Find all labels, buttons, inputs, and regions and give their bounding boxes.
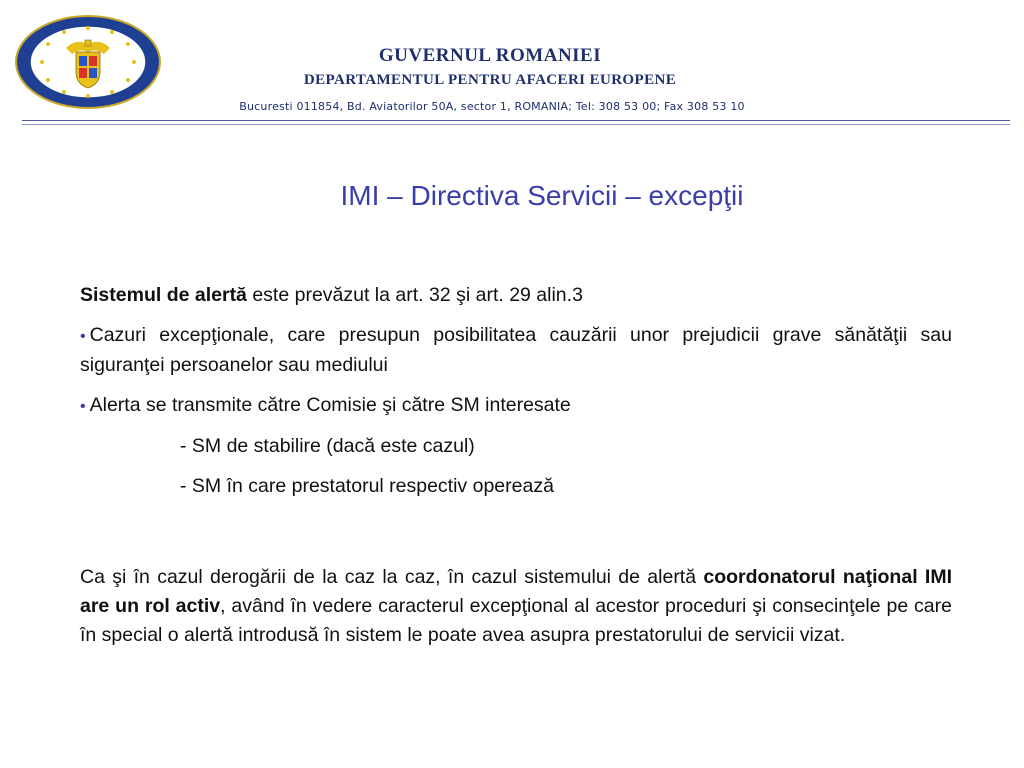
sub-item-1: - SM de stabilire (dacă este cazul) [180, 435, 475, 457]
paragraph-text-end: , având în vedere caracterul excepţional al acestor proceduri şi consecinţele pe care în special o alertă introdusă în sistem le poate avea asupra prestatorului de servicii vizat. [80, 595, 952, 646]
bullet-item-1 [80, 321, 952, 380]
contact-address: Bucuresti 011854, Bd. Aviatorilor 50A, sector 1, ROMANIA; Tel: 308 53 00; Fax 308 53 10 [239, 100, 745, 113]
slide-title: IMI – Directiva Servicii – excepţii [340, 180, 744, 211]
paragraph-text-start: Ca şi în cazul derogării de la caz la caz, în cazul sistemului de alertă [80, 566, 704, 588]
bullet-text-1: Cazuri excepţionale, care presupun posibilitatea cauzării unor prejudicii grave sănătăţii sau siguranţei persoanelor sau mediului [80, 324, 952, 376]
paragraph-bold: coordonatorul naţional IMI are un rol activ [80, 566, 952, 617]
sub-item-2: - SM în care prestatorul respectiv operează [180, 475, 554, 497]
closing-paragraph [80, 563, 952, 650]
slide-body [80, 281, 952, 650]
intro-text: este prevăzut la art. 32 şi art. 29 alin.3 [246, 284, 583, 306]
intro-line [80, 281, 952, 310]
header-divider-thin [22, 124, 1010, 125]
bullet-icon: • [80, 398, 86, 415]
bullet-item-2 [80, 391, 952, 421]
intro-bold: Sistemul de alertă [80, 284, 247, 306]
government-emblem-icon [14, 14, 162, 110]
letterhead [0, 0, 1024, 125]
bullet-icon: • [80, 328, 86, 345]
bullet-text-2: Alerta se transmite către Comisie şi către SM interesate [89, 394, 571, 416]
government-name: GUVERNUL ROMANIEI [378, 45, 602, 66]
header-divider [22, 120, 1010, 121]
department-name: DEPARTAMENTUL PENTRU AFACERI EUROPENE [303, 72, 677, 88]
